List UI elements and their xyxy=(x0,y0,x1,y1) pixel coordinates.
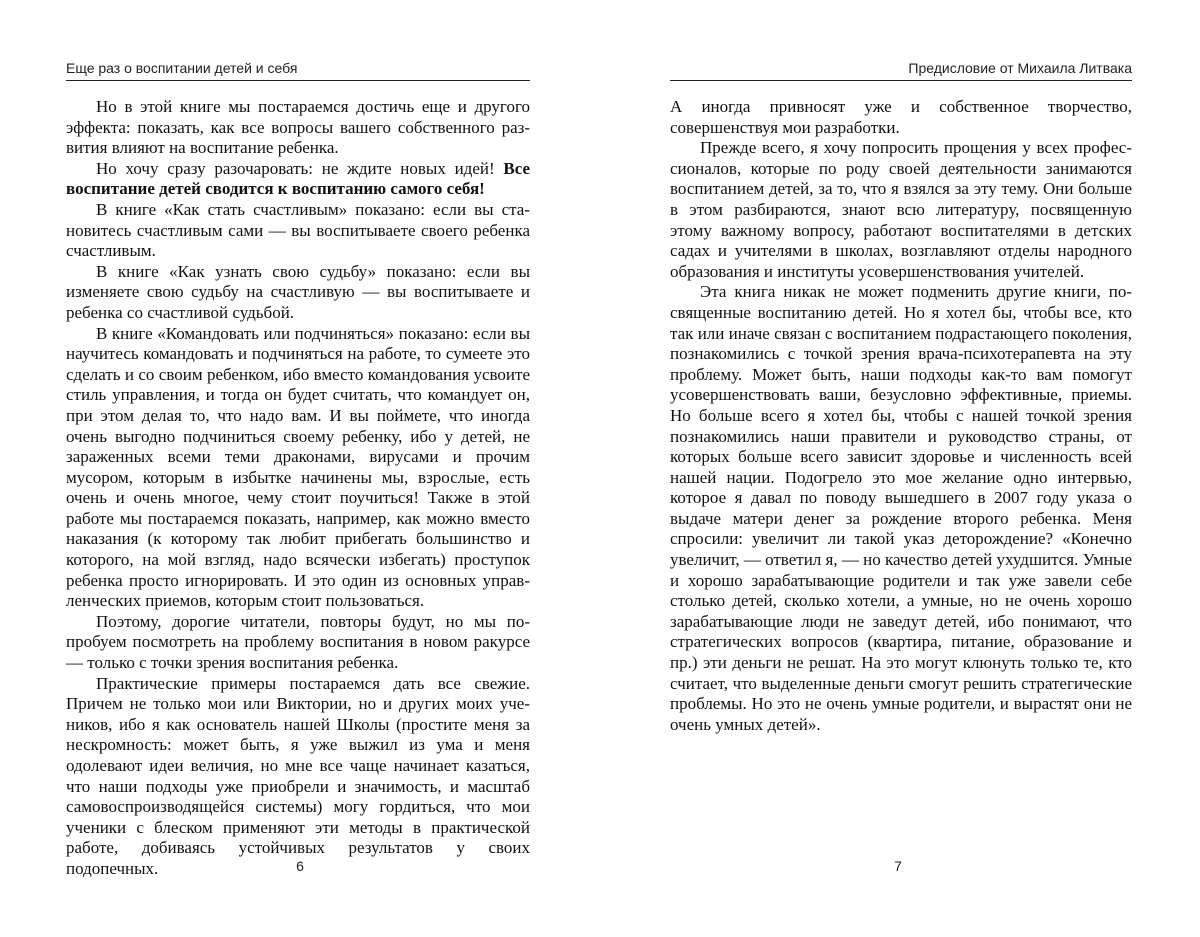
header-rule-left xyxy=(66,80,530,81)
paragraph: В книге «Командовать или подчиняться» показано: если вы научитесь командовать и подчиняться на работе, то сумеете это сделать и со своим ребенком, ибо вместо командования усвоите стиль управления, и тогда он будет считать, что командует он, при этом делая то, что надо вам. И вы поймете, что иногда очень выгодно подчиниться своему ребенку, ибо у детей, не зараженных всеми теми драконами, вирусами и прочим мусором, которым в избытке начинены мы, взрослые, есть очень и очень многое, чему стоит поучиться! Также в этой работе мы постараемся показать, например, как можно вместо наказания (к которому так любит прибегать большинство и которого, на мой взгляд, надо всячески избегать) проступок ребенка просто игнорировать. И это один из основных управленческих приемов, которым стоит пользоваться. xyxy=(66,323,530,611)
body-text-right xyxy=(670,97,1132,735)
left-page xyxy=(66,0,530,937)
paragraph: Поэтому, дорогие читатели, повторы будут, но мы попробуем посмотреть на проблему воспитания в новом ракурсе — только с точки зрения воспитания ребенка. xyxy=(66,611,530,673)
paragraph: Эта книга никак не может подменить другие книги, посвященные воспитанию детей. Но я хотел бы, чтобы все, кто так или иначе связан с воспитанием подрастающего поколения, познакомились с точкой зрения врача-психотерапевта на эту проблему. Может быть, наши подходы как-то вам помогут усовершенствовать ваши, безусловно эффективные, приемы. Но больше всего я хотел бы, чтобы с нашей точкой зрения познакомились наши правители и руководство страны, от которых больше всего зависит здоровье и численность всей нашей нации. Подогрело это мое желание одно интервью, которое я давал по поводу вышедшего в 2007 году указа о выдаче матери денег за рождение второго ребенка. Меня спросили: увеличит ли такой указ деторождение? «Конечно увеличит, — ответил я, — но качество детей ухудшится. Умные и хорошо зарабатывающие родители и так уже завели себе столько детей, сколько хотели, а умные, но не очень хорошо зарабатывающие люди не заведут детей, ибо понимают, что стратегических вопросов (квартира, питание, образование и пр.) эти деньги не решат. На это могут клюнуть только те, кто считает, что выделенные деньги смогут решить стратегические проблемы. Но это не очень умные родители, и вырастят они не очень умных детей». xyxy=(670,282,1132,734)
paragraph-with-emphasis xyxy=(66,159,530,200)
body-text-left xyxy=(66,97,530,880)
page-number-right: 7 xyxy=(894,858,902,874)
page-number-left: 6 xyxy=(296,858,304,874)
paragraph-continued: А иногда привносят уже и собственное творчество, совершенствуя мои разработки. xyxy=(670,97,1132,137)
paragraph: В книге «Как стать счастливым» показано: если вы становитесь счастливым сами — вы воспитываете своего ребенка счастливым. xyxy=(66,199,530,261)
paragraph: Прежде всего, я хочу попросить прощения у всех профессионалов, которые по роду своей деятельности занимаются воспитанием детей, за то, что я взялся за эту тему. Они больше в этом разбираются, знают всю литературу, посвященную этому важному вопросу, работают воспитателями в детских садах и учителями в школах, возглавляют отделы народного образования и институты усовершенствования учителей. xyxy=(670,138,1132,281)
paragraph: В книге «Как узнать свою судьбу» показано: если вы изменяете свою судьбу на счастливую — вы воспитываете и ребенка со счастливой судьбой. xyxy=(66,261,530,322)
paragraph-lead: Но хочу сразу разочаровать: не ждите новых идей! xyxy=(96,158,504,178)
running-head-left: Еще раз о воспитании детей и себя xyxy=(66,60,298,76)
bold-statement: Все воспитание детей сводится к воспитанию самого себя! xyxy=(66,158,530,199)
right-page xyxy=(670,0,1132,937)
paragraph: Но в этой книге мы постараемся достичь еще и другого эффекта: показать, как все вопросы вашего собственного развития влияют на воспитание ребенка. xyxy=(66,97,530,158)
running-head-right: Предисловие от Михаила Литвака xyxy=(908,60,1132,76)
paragraph: Практические примеры постараемся дать все свежие. Причем не только мои или Виктории, но и других моих учеников, ибо я как основатель нашей Школы (простите меня за нескромность: может быть, я уже выжил из ума и меня одолевают идеи величия, но мне все чаще начинает казаться, что наши подходы уже приобрели и значимость, и масштаб самовоспроизводящейся системы) могу гордиться, что мои ученики с блеском применяют эти методы в практической работе, добиваясь устойчивых результатов у своих подопечных. xyxy=(66,673,530,878)
header-rule-right xyxy=(670,80,1132,81)
